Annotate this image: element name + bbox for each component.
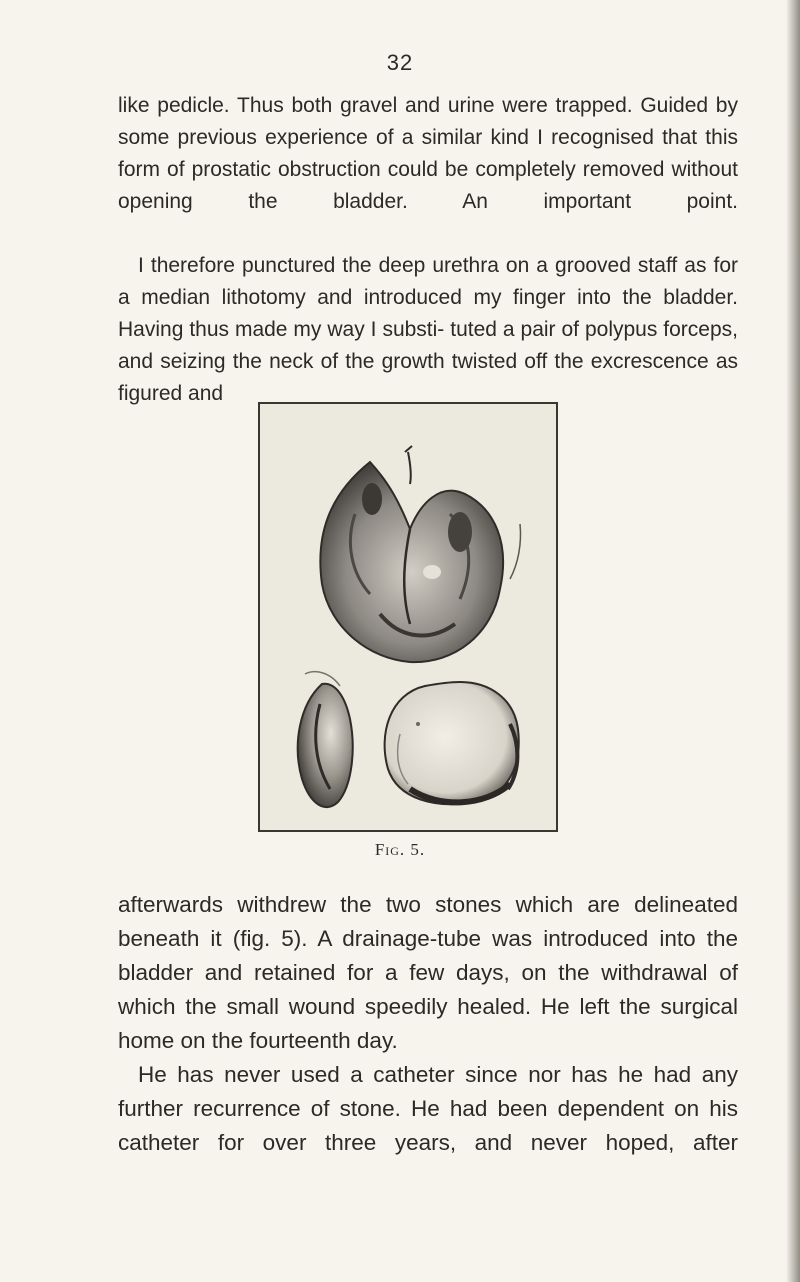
stone-illustration-left	[298, 672, 353, 807]
figure-5-illustration	[260, 404, 556, 830]
paragraph-3: afterwards withdrew the two stones which are delineated beneath it (fig. 5). A drainage-tube was introduced into the bladder and retained for a few days, on the withdrawal of which the small wound speedily healed. He left the surgical home on the fourteenth day.	[118, 892, 738, 1053]
figure-5-frame	[258, 402, 558, 832]
page-edge-shadow	[786, 0, 800, 1282]
stone-illustration-right	[385, 682, 519, 804]
paragraph-1: like pedicle. Thus both gravel and urine were trapped. Guided by some previous experience of a similar kind I recognised that this form of prostatic obstruction could be completely removed without opening the bladder. An important point.	[118, 94, 738, 213]
page-number: 32	[386, 50, 414, 75]
paragraph-2: I therefore punctured the deep urethra on a grooved staff as for a median lithotomy and introduced my finger into the bladder. Having thus made my way I substi- tuted a pair of polypus forceps, and seizing the neck of the growth twisted off the excrescence as figured and	[118, 254, 738, 405]
prostatic-growth-illustration	[320, 446, 520, 662]
paragraph-4: He has never used a catheter since nor has he had any further recurrence of stone. He had been dependent on his catheter for over three years, and never hoped, after	[118, 1062, 738, 1155]
figure-caption: Fig. 5.	[374, 840, 426, 859]
